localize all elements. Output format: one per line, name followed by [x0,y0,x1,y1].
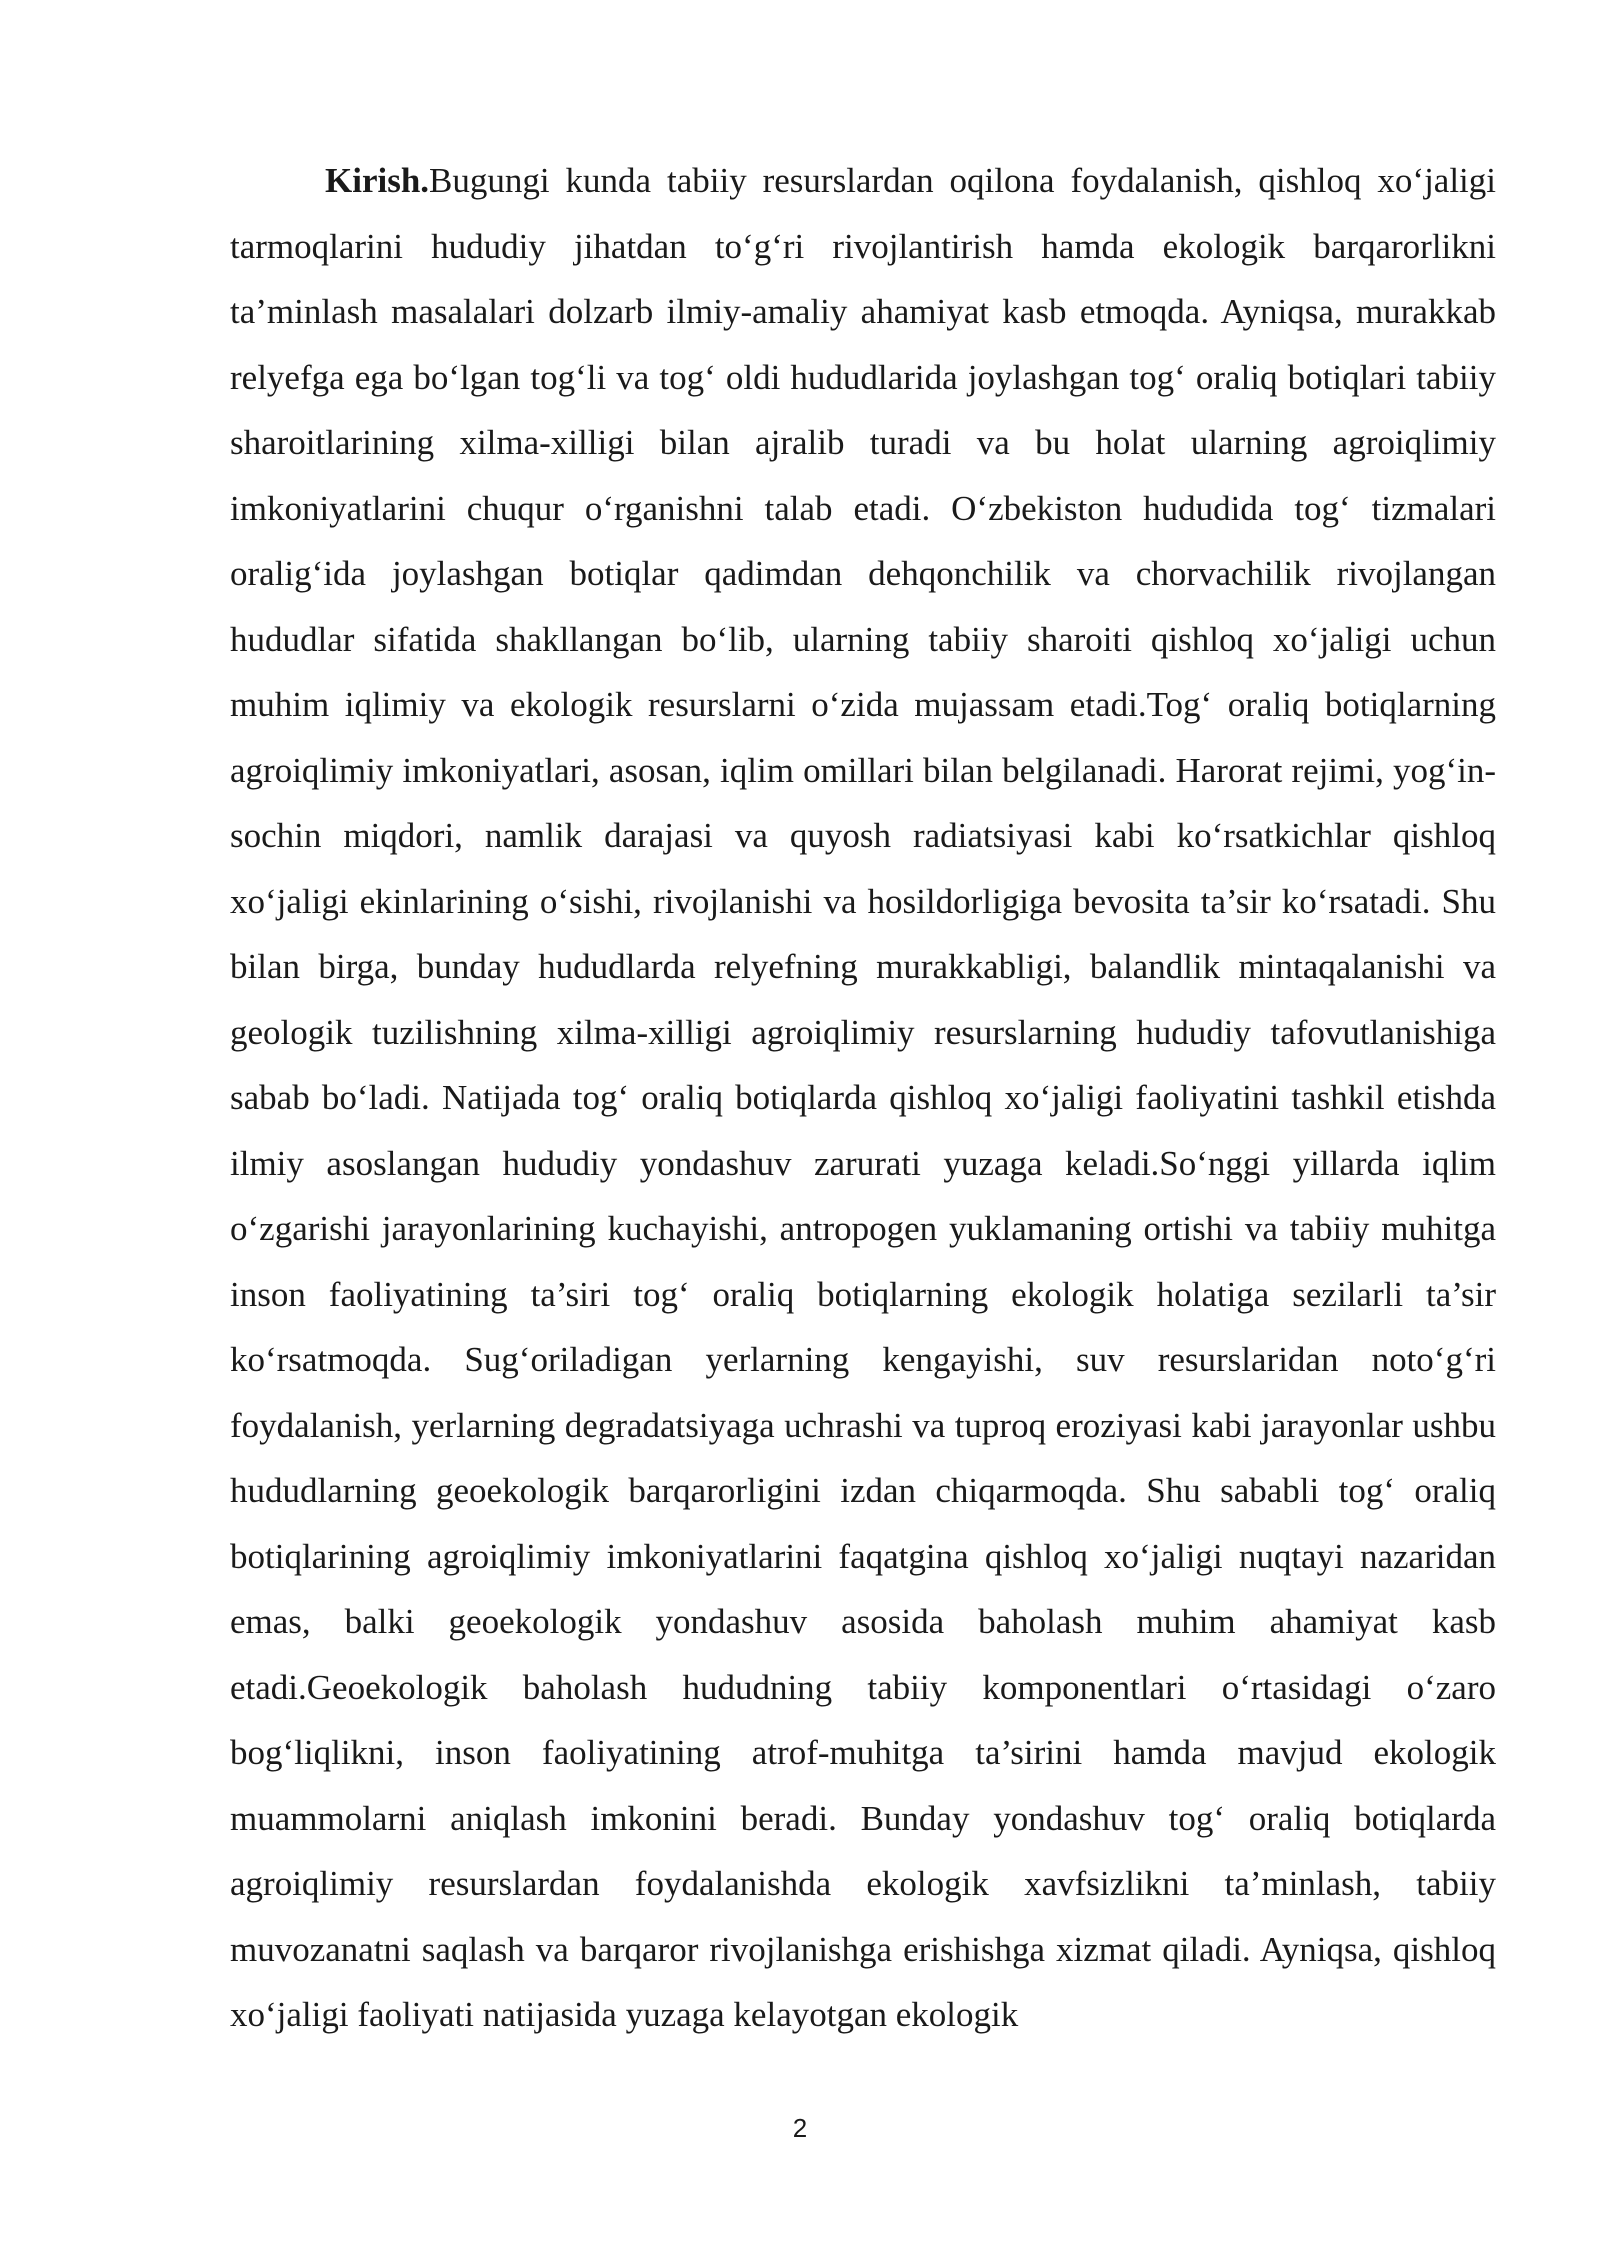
section-heading-inline: Kirish. [325,161,430,200]
paragraph-text: Bugungi kunda tabiiy resurslardan oqilona foydalanish, qishloq xo‘jaligi tarmoqlarini hududiy jihatdan to‘g‘ri rivojlantirish hamda ekologik barqarorlikni ta’minlash masalalari dolzarb ilmiy-amaliy ahamiyat kasb etmoqda. Ayniqsa, murakkab relyefga ega bo‘lgan tog‘li va tog‘ oldi hududlarida joylashgan tog‘ oraliq botiqlari tabiiy sharoitlarining xilma-xilligi bilan ajralib turadi va bu holat ularning agroiqlimiy imkoniyatlarini chuqur o‘rganishni talab etadi. O‘zbekiston hududida tog‘ tizmalari oralig‘ida joylashgan botiqlar qadimdan dehqonchilik va chorvachilik rivojlangan hududlar sifatida shakllangan bo‘lib, ularning tabiiy sharoiti qishloq xo‘jaligi uchun muhim iqlimiy va ekologik resurslarni o‘zida mujassam etadi.Tog‘ oraliq botiqlarning agroiqlimiy imkoniyatlari, asosan, iqlim omillari bilan belgilanadi. Harorat rejimi, yog‘in-sochin miqdori, namlik darajasi va quyosh radiatsiyasi kabi ko‘rsatkichlar qishloq xo‘jaligi ekinlarining o‘sishi, rivojlanishi va hosildorligiga bevosita ta’sir ko‘rsatadi. Shu bilan birga, bunday hududlarda relyefning murakkabligi, balandlik mintaqalanishi va geologik tuzilishning xilma-xilligi agroiqlimiy resurslarning hududiy tafovutlanishiga sabab bo‘ladi. Natijada tog‘ oraliq botiqlarda qishloq xo‘jaligi faoliyatini tashkil etishda ilmiy asoslangan hududiy yondashuv zarurati yuzaga keladi.So‘nggi yillarda iqlim o‘zgarishi jarayonlarining kuchayishi, antropogen yuklamaning ortishi va tabiiy muhitga inson faoliyatining ta’siri tog‘ oraliq botiqlarning ekologik holatiga sezilarli ta’sir ko‘rsatmoqda. Sug‘oriladigan yerlarning kengayishi, suv resurslaridan noto‘g‘ri foydalanish, yerlarning degradatsiyaga uchrashi va tuproq eroziyasi kabi jarayonlar ushbu hududlarning geoekologik barqarorligini izdan chiqarmoqda. Shu sababli tog‘ oraliq botiqlarining agroiqlimiy imkoniyatlarini faqatgina qishloq xo‘jaligi nuqtayi nazaridan emas, balki geoekologik yondashuv asosida baholash muhim ahamiyat kasb etadi.Geoekologik baholash hududning tabiiy komponentlari o‘rtasidagi o‘zaro bog‘liqlikni, inson faoliyatining atrof-muhitga ta’sirini hamda mavjud ekologik muammolarni aniqlash imkonini beradi. Bunday yondashuv tog‘ oraliq botiqlarda agroiqlimiy resurslardan foydalanishda ekologik xavfsizlikni ta’minlash, tabiiy muvozanatni saqlash va barqaror rivojlanishga erishishga xizmat qiladi. Ayniqsa, qishloq xo‘jaligi faoliyati natijasida yuzaga kelayotgan ekologik [230,161,1496,2034]
page-number: 2 [792,2113,808,2143]
body-paragraph [230,148,1496,2048]
